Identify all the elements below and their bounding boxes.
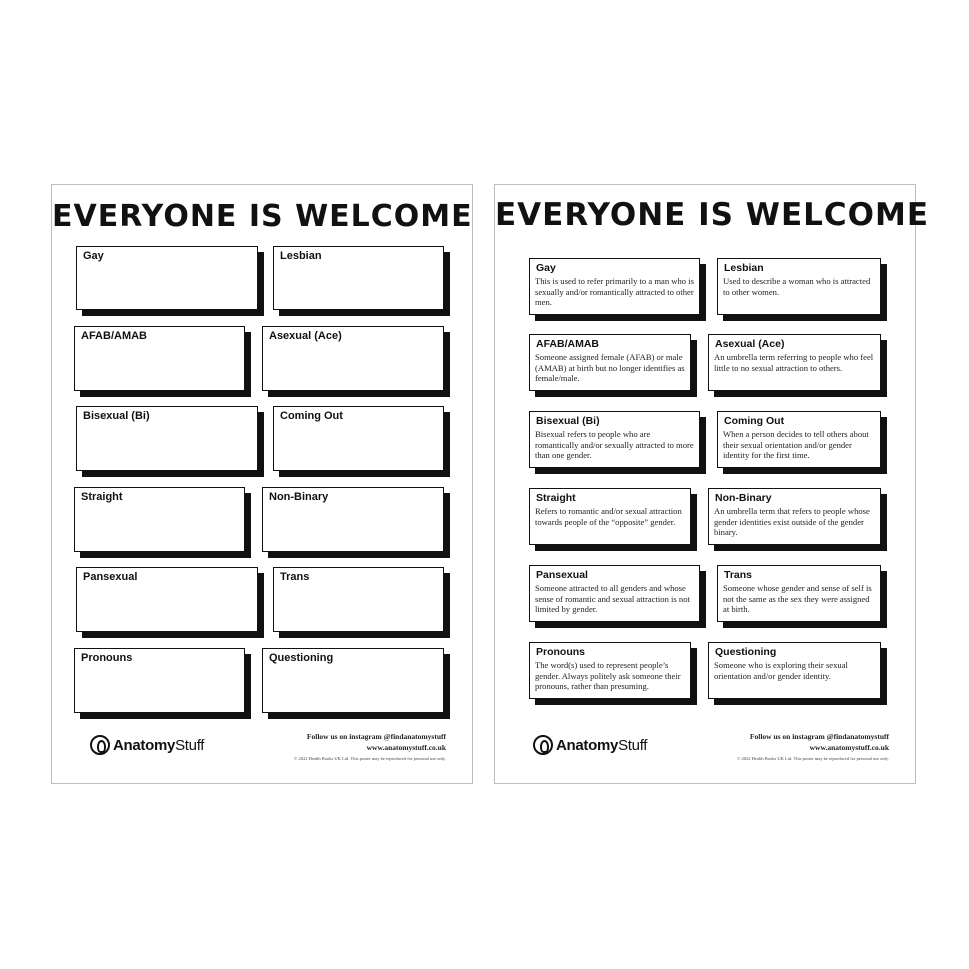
- term-description: Someone who is exploring their sexual orientation and/or gender identity.: [714, 660, 848, 681]
- term-description: Refers to romantic and/or sexual attraction towards people of the “opposite” gender.: [535, 506, 682, 527]
- term-card-bisexual: [529, 411, 700, 468]
- term-name: Gay: [536, 262, 556, 274]
- term-card-lesbian: [273, 246, 444, 310]
- footer-info: [294, 732, 446, 761]
- anatomystuff-logo: [533, 735, 647, 755]
- term-card-bisexual: [76, 406, 258, 471]
- term-description: When a person decides to tell others about their sexual orientation and/or gender identity for the first time.: [723, 429, 869, 461]
- term-card-lesbian: [717, 258, 881, 315]
- term-name: Pronouns: [81, 652, 133, 664]
- footer-website: www.anatomystuff.co.uk: [809, 743, 889, 752]
- term-name: Lesbian: [724, 262, 764, 274]
- term-card-questioning: [262, 648, 444, 713]
- term-name: Lesbian: [280, 250, 322, 262]
- term-name: Questioning: [715, 646, 777, 658]
- footer-website: www.anatomystuff.co.uk: [366, 743, 446, 752]
- poster-title: EVERYONE IS WELCOME: [495, 197, 930, 233]
- footer-instagram: Follow us on instagram @findanatomystuff: [749, 732, 889, 741]
- term-card-pansexual: [76, 567, 258, 632]
- term-card-straight: [529, 488, 691, 545]
- term-name: Questioning: [269, 652, 334, 664]
- term-card-questioning: [708, 642, 881, 699]
- term-description: An umbrella term that refers to people whose gender identities exist outside of the gender binary.: [714, 506, 870, 538]
- term-card-trans: [273, 567, 444, 632]
- term-card-straight: [74, 487, 245, 552]
- term-name: Non-Binary: [269, 491, 329, 503]
- logo-text-regular: Stuff: [175, 736, 205, 754]
- term-card-coming-out: [273, 406, 444, 471]
- term-description: An umbrella term referring to people who feel little to no sexual attraction to others.: [714, 352, 874, 373]
- term-description: Bisexual refers to people who are romantically and/or sexually attracted to more than one gender.: [535, 429, 694, 461]
- term-name: Trans: [280, 571, 310, 583]
- logo-text-regular: Stuff: [618, 736, 648, 754]
- term-card-gay: [529, 258, 700, 315]
- term-card-coming-out: [717, 411, 881, 468]
- term-name: Straight: [81, 491, 123, 503]
- term-name: Trans: [724, 569, 753, 581]
- term-description: Someone whose gender and sense of self is not the same as the sex they were assigned at birth.: [723, 583, 872, 615]
- term-description: The word(s) used to represent people’s gender. Always politely ask someone their pronouns, rather than presuming.: [535, 660, 681, 692]
- term-description: Someone assigned female (AFAB) or male (AMAB) at birth but no longer identifies as female/male.: [535, 352, 685, 384]
- term-name: Non-Binary: [715, 492, 772, 504]
- term-name: Bisexual (Bi): [83, 410, 150, 422]
- logo-text-bold: Anatomy: [113, 736, 176, 754]
- logo-text-bold: Anatomy: [556, 736, 619, 754]
- term-card-asexual: [262, 326, 444, 391]
- term-card-pansexual: [529, 565, 700, 622]
- term-name: Asexual (Ace): [269, 330, 342, 342]
- footer-instagram: Follow us on instagram @findanatomystuff: [306, 732, 446, 741]
- term-description: Used to describe a woman who is attracted to other women.: [723, 276, 871, 297]
- footer-copyright: © 2022 Health Books UK Ltd. This poster may be reproduced for personal use only.: [736, 756, 889, 761]
- anatomystuff-logo-icon: [90, 735, 110, 755]
- term-name: AFAB/AMAB: [81, 330, 147, 342]
- footer-copyright: © 2022 Health Books UK Ltd. This poster may be reproduced for personal use only.: [293, 756, 446, 761]
- anatomystuff-logo: [90, 735, 204, 755]
- term-name: Pronouns: [536, 646, 585, 658]
- term-description: Someone attracted to all genders and whose sense of romantic and sexual attraction is not limited by gender.: [535, 583, 690, 615]
- term-description: This is used to refer primarily to a man who is sexually and/or romantically attracted to other men.: [535, 276, 694, 308]
- term-name: Asexual (Ace): [715, 338, 785, 350]
- term-name: Coming Out: [724, 415, 785, 427]
- term-name: Straight: [536, 492, 576, 504]
- anatomystuff-logo-icon: [533, 735, 553, 755]
- term-card-non-binary: [262, 487, 444, 552]
- term-card-afab-amab: [529, 334, 691, 391]
- poster-blank-worksheet: [51, 184, 473, 784]
- term-name: Pansexual: [83, 571, 138, 583]
- term-card-non-binary: [708, 488, 881, 545]
- term-name: Coming Out: [280, 410, 343, 422]
- term-name: Pansexual: [536, 569, 588, 581]
- term-name: Gay: [83, 250, 104, 262]
- term-card-pronouns: [74, 648, 245, 713]
- term-card-gay: [76, 246, 258, 310]
- term-card-afab-amab: [74, 326, 245, 391]
- footer-info: [737, 732, 889, 761]
- term-card-pronouns: [529, 642, 691, 699]
- term-card-trans: [717, 565, 881, 622]
- poster-filled-definitions: [494, 184, 930, 784]
- poster-title: EVERYONE IS WELCOME: [52, 199, 473, 234]
- term-name: Bisexual (Bi): [536, 415, 600, 427]
- term-name: AFAB/AMAB: [536, 338, 599, 350]
- term-card-asexual: [708, 334, 881, 391]
